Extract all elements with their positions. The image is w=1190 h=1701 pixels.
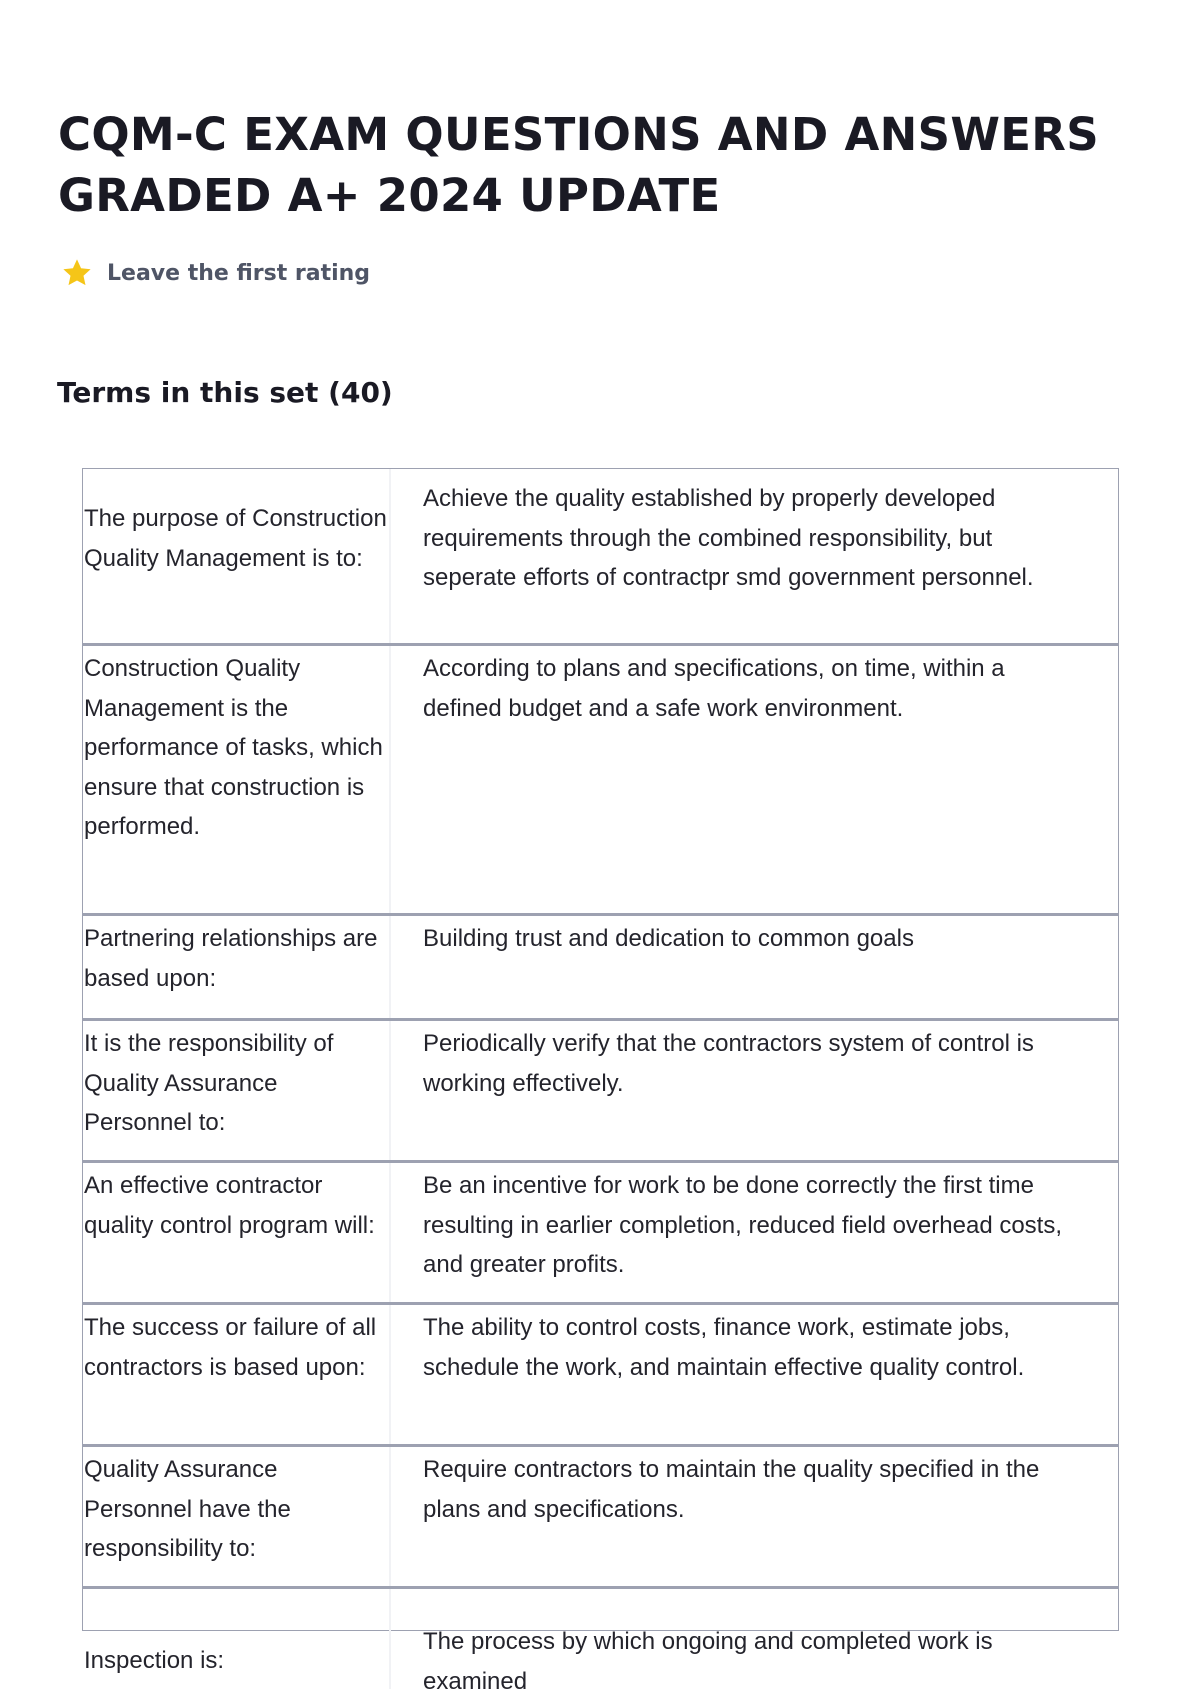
definition-cell: Be an incentive for work to be done correctly the first time resulting in earlier completion, reduced field overhead costs, and greater profits. [423,1172,1063,1278]
term-cell: An effective contractor quality control program will: [83,1163,391,1302]
table-row [83,913,1118,1018]
table-row [83,1586,1118,1695]
definition-cell: Building trust and dedication to common goals [423,925,914,952]
table-row [83,1444,1118,1586]
definition-cell: The ability to control costs, finance work, estimate jobs, schedule the work, and maintain effective quality control. [423,1314,1025,1381]
terms-table [82,468,1119,1695]
term-cell: Construction Quality Management is the performance of tasks, which ensure that construction is performed. [83,646,391,913]
rating-row[interactable] [61,253,370,293]
term-cell: The purpose of Construction Quality Management is to: [83,469,391,643]
definition-cell: Periodically verify that the contractors system of control is working effectively. [423,1030,1034,1097]
title-line-2: GRADED A+ 2024 UPDATE [58,169,721,222]
table-row [83,643,1118,913]
title-line-1: CQM-C EXAM QUESTIONS AND ANSWERS [58,108,1099,161]
term-cell: Inspection is: [83,1589,391,1689]
definition-cell: Require contractors to maintain the quality specified in the plans and specifications. [423,1456,1040,1523]
star-icon-shape [63,259,90,285]
table-row [83,1302,1118,1444]
definition-cell: According to plans and specifications, on time, within a defined budget and a safe work environment. [423,655,1005,722]
terms-heading: Terms in this set (40) [57,376,393,409]
term-cell: The success or failure of all contractors is based upon: [83,1305,391,1444]
term-cell: Partnering relationships are based upon: [83,916,391,1018]
definition-cell: Achieve the quality established by properly developed requirements through the combined responsibility, but seperate efforts of contractpr smd government personnel. [423,485,1034,591]
definition-cell: The process by which ongoing and completed work is examined [423,1628,993,1695]
star-icon [61,257,93,289]
term-cell: Quality Assurance Personnel have the responsibility to: [83,1447,391,1586]
table-row [83,469,1118,643]
table-row [83,1160,1118,1302]
table-row [83,1018,1118,1160]
page-title [58,104,1138,226]
leave-rating-link[interactable]: Leave the first rating [107,260,371,286]
term-cell: It is the responsibility of Quality Assurance Personnel to: [83,1021,391,1160]
